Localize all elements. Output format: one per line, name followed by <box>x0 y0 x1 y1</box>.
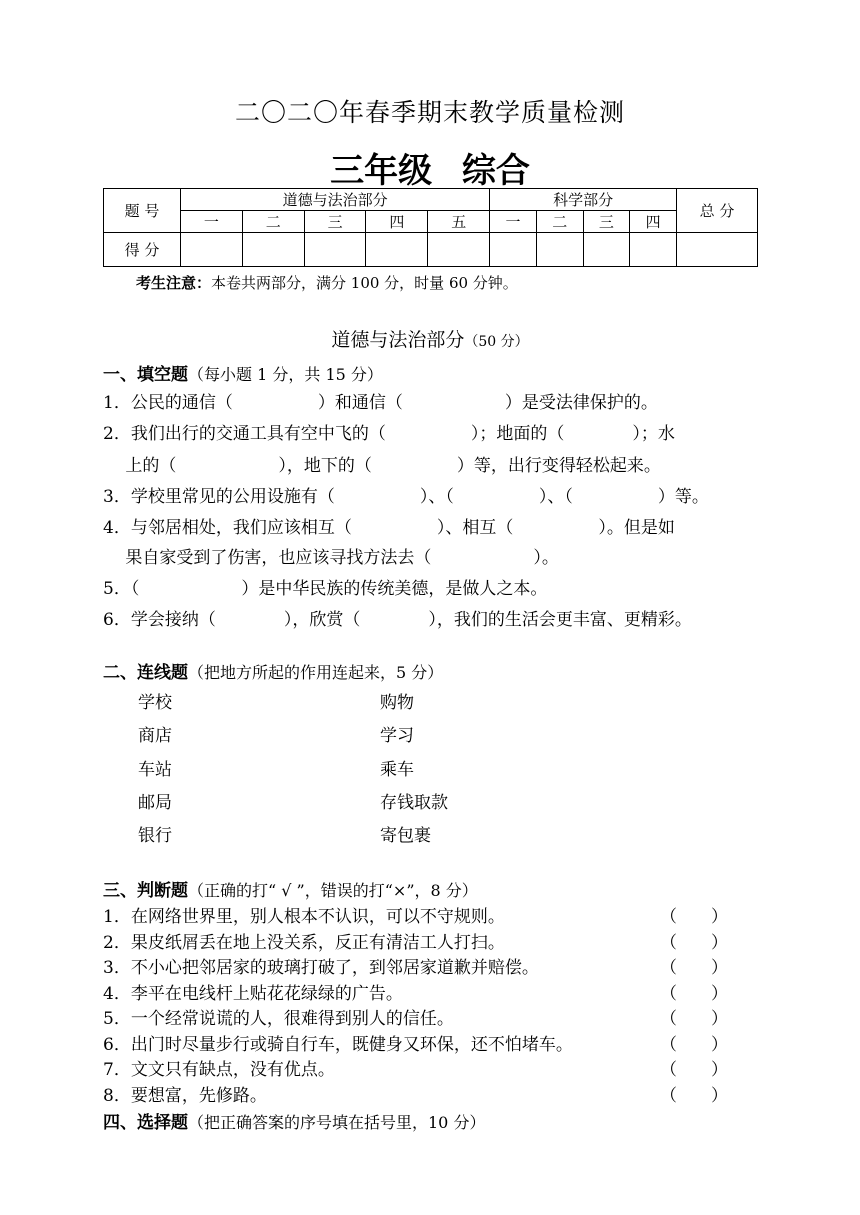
judge-item: 8．要想富，先修路。 <box>103 1086 267 1106</box>
score-table <box>103 188 758 267</box>
q1-heading-title: 一、填空题 <box>103 365 188 385</box>
match-left-item[interactable]: 学校 <box>138 693 172 713</box>
q2-heading-title: 二、连线题 <box>103 663 188 683</box>
col-a-3: 三 <box>304 211 366 233</box>
q4-heading-note: （把正确答案的序号填在括号里，10 分） <box>188 1113 486 1132</box>
match-left-item[interactable]: 邮局 <box>138 793 172 813</box>
match-right-item[interactable]: 寄包裹 <box>380 826 431 846</box>
answer-blank[interactable]: （ ） <box>660 984 728 1004</box>
q1-line: 3．学校里常见的公用设施有（ ）、（ ）、（ ）等。 <box>103 487 709 507</box>
q1-heading <box>103 360 383 385</box>
score-cell[interactable] <box>242 233 304 267</box>
match-left-item[interactable]: 银行 <box>138 826 172 846</box>
col-a-4: 四 <box>366 211 428 233</box>
col-a-1: 一 <box>181 211 243 233</box>
row-label-number: 题 号 <box>104 189 181 233</box>
answer-blank[interactable]: （ ） <box>660 1086 728 1106</box>
match-right-item[interactable]: 学习 <box>380 726 414 746</box>
judge-item: 7．文文只有缺点，没有优点。 <box>103 1060 335 1080</box>
score-cell[interactable] <box>490 233 537 267</box>
q2-heading-note: （把地方所起的作用连起来，5 分） <box>188 663 444 682</box>
q3-heading-note: （正确的打“ √ ”，错误的打“×”，8 分） <box>188 881 478 900</box>
judge-item: 3．不小心把邻居家的玻璃打破了，到邻居家道歉并赔偿。 <box>103 958 539 978</box>
q1-line: 6．学会接纳（ ），欣赏（ ），我们的生活会更丰富、更精彩。 <box>103 610 692 630</box>
q1-line: 2．我们出行的交通工具有空中飞的（ ）；地面的（ ）；水 <box>103 424 675 444</box>
score-cell[interactable] <box>366 233 428 267</box>
score-cell[interactable] <box>181 233 243 267</box>
judge-item: 5．一个经常说谎的人，很难得到别人的信任。 <box>103 1009 454 1029</box>
section-points: （50 分） <box>464 334 529 350</box>
answer-blank[interactable]: （ ） <box>660 1060 728 1080</box>
match-left-item[interactable]: 车站 <box>138 760 172 780</box>
q4-heading-title: 四、选择题 <box>103 1113 188 1133</box>
group-b-header: 科学部分 <box>490 189 677 211</box>
judge-item: 4．李平在电线杆上贴花花绿绿的广告。 <box>103 984 403 1004</box>
q1-line: 1．公民的通信（ ）和通信（ ）是受法律保护的。 <box>103 393 658 413</box>
score-cell[interactable] <box>536 233 583 267</box>
match-right-item[interactable]: 乘车 <box>380 760 414 780</box>
col-b-2: 二 <box>536 211 583 233</box>
answer-blank[interactable]: （ ） <box>660 958 728 978</box>
q1-line: 上的（ ），地下的（ ）等，出行变得轻松起来。 <box>103 456 661 476</box>
exam-notice <box>136 272 518 293</box>
col-b-4: 四 <box>630 211 677 233</box>
match-right-item[interactable]: 存钱取款 <box>380 793 448 813</box>
q1-line: 果自家受到了伤害，也应该寻找方法去（ ）。 <box>103 548 559 568</box>
judge-item: 6．出门时尽量步行或骑自行车，既健身又环保，还不怕堵车。 <box>103 1035 573 1055</box>
score-cell[interactable] <box>428 233 490 267</box>
total-score-cell[interactable] <box>677 233 758 267</box>
exam-title: 二〇二〇年春季期末教学质量检测 <box>234 98 625 127</box>
answer-blank[interactable]: （ ） <box>660 1009 728 1029</box>
section-name: 道德与法治部分 <box>331 329 465 351</box>
col-b-3: 三 <box>583 211 630 233</box>
row-label-score: 得 分 <box>104 233 181 267</box>
q1-heading-note: （每小题 1 分，共 15 分） <box>188 365 383 384</box>
section-title <box>0 325 860 352</box>
score-cell[interactable] <box>630 233 677 267</box>
score-cell[interactable] <box>583 233 630 267</box>
match-left-item[interactable]: 商店 <box>138 726 172 746</box>
q2-heading <box>103 658 443 683</box>
exam-subtitle: 三年级 综合 <box>330 151 530 191</box>
score-cell[interactable] <box>304 233 366 267</box>
q1-line: 5．（ ）是中华民族的传统美德，是做人之本。 <box>103 579 548 599</box>
q4-heading <box>103 1108 485 1133</box>
col-a-5: 五 <box>428 211 490 233</box>
col-b-1: 一 <box>490 211 537 233</box>
notice-label: 考生注意： <box>136 274 212 292</box>
group-a-header: 道德与法治部分 <box>181 189 490 211</box>
answer-blank[interactable]: （ ） <box>660 1035 728 1055</box>
match-right-item[interactable]: 购物 <box>380 693 414 713</box>
col-a-2: 二 <box>242 211 304 233</box>
answer-blank[interactable]: （ ） <box>660 907 728 927</box>
q3-heading <box>103 876 478 901</box>
q1-line: 4．与邻居相处，我们应该相互（ ）、相互（ ）。但是如 <box>103 518 675 538</box>
notice-text: 本卷共两部分，满分 100 分，时量 60 分钟。 <box>211 274 518 292</box>
q3-heading-title: 三、判断题 <box>103 881 188 901</box>
answer-blank[interactable]: （ ） <box>660 933 728 953</box>
judge-item: 1．在网络世界里，别人根本不认识，可以不守规则。 <box>103 907 505 927</box>
total-header: 总 分 <box>677 189 758 233</box>
judge-item: 2．果皮纸屑丢在地上没关系，反正有清洁工人打扫。 <box>103 933 505 953</box>
